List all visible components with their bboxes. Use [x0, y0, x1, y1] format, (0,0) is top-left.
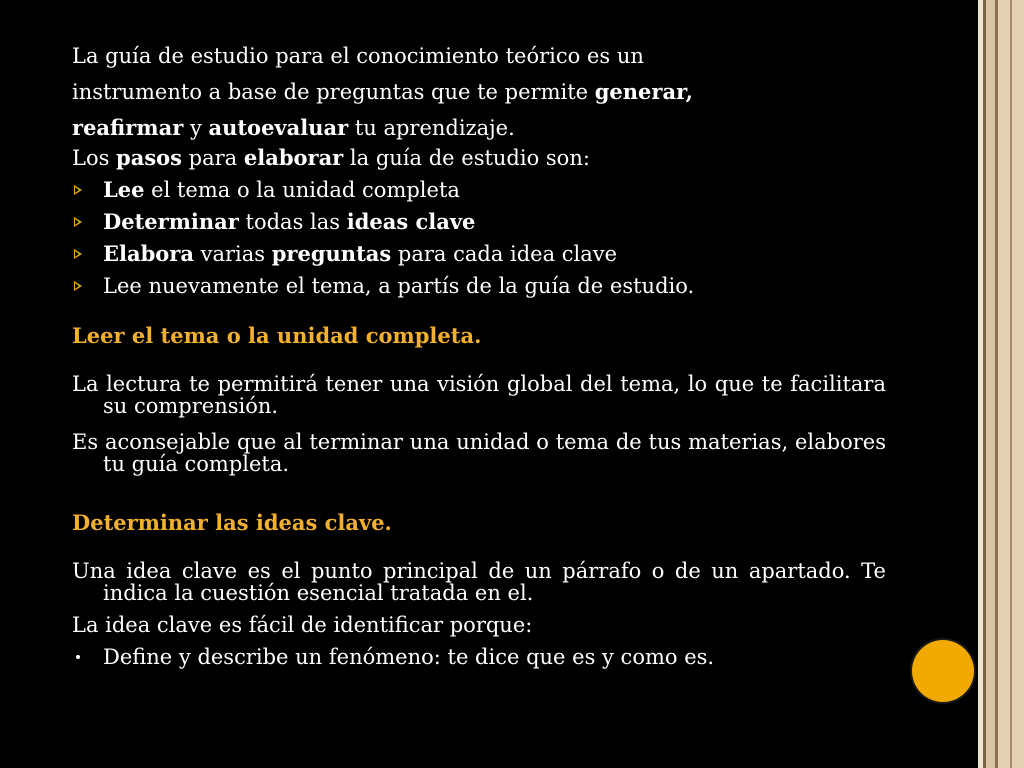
step-text: todas las — [238, 210, 347, 234]
ideas-list — [72, 641, 886, 673]
steps-intro-text: la guía de estudio son: — [343, 146, 590, 170]
decorative-stripe — [1010, 0, 1012, 768]
steps-list — [72, 174, 886, 302]
orange-circle-decoration — [912, 640, 974, 702]
step-bold: Determinar — [103, 209, 239, 234]
arrow-bullet-icon — [74, 249, 82, 259]
step-bold: preguntas — [271, 241, 392, 266]
intro-line — [72, 110, 886, 146]
steps-intro-bold: elaborar — [243, 145, 344, 170]
slide-content — [72, 38, 886, 673]
intro-bold-text: generar, — [594, 79, 693, 104]
intro-text: y — [183, 116, 209, 140]
section-paragraph: Una idea clave es el punto principal de un párrafo o de un apartado. Te indica la cuestión esencial tratada en el. — [72, 559, 886, 605]
intro-line — [72, 74, 886, 110]
list-item — [72, 174, 886, 206]
steps-intro-text: para — [182, 146, 244, 170]
dot-bullet-icon — [76, 655, 80, 659]
steps-intro — [72, 142, 886, 174]
section-heading: Determinar las ideas clave. — [72, 510, 392, 535]
intro-paragraph — [72, 38, 886, 146]
list-item — [72, 238, 886, 270]
steps-intro-bold: pasos — [116, 145, 182, 170]
bullet-text: Define y describe un fenómeno: te dice que es y como es. — [103, 645, 715, 669]
step-bold: Lee — [103, 177, 145, 202]
arrow-bullet-icon — [74, 281, 82, 291]
step-text: para cada idea clave — [391, 242, 618, 266]
step-bold: Elabora — [103, 241, 194, 266]
arrow-bullet-icon — [74, 217, 82, 227]
list-item — [72, 206, 886, 238]
steps-intro-text: Los — [72, 146, 117, 170]
decorative-stripe — [986, 0, 995, 768]
step-bold: ideas clave — [346, 209, 476, 234]
section-heading: Leer el tema o la unidad completa. — [72, 323, 482, 348]
intro-line: La guía de estudio para el conocimiento teórico es un — [72, 44, 644, 68]
arrow-bullet-icon — [74, 185, 82, 195]
intro-text: tu aprendizaje. — [348, 116, 515, 140]
intro-bold-text: reafirmar — [72, 115, 184, 140]
step-text: el tema o la unidad completa — [144, 178, 460, 202]
step-text: varias — [193, 242, 272, 266]
list-item — [72, 641, 886, 673]
intro-bold-text: autoevaluar — [208, 115, 349, 140]
intro-text: instrumento a base de preguntas que te permite — [72, 80, 595, 104]
list-item — [72, 270, 886, 302]
section-paragraph: La idea clave es fácil de identificar porque: — [72, 613, 533, 637]
step-text: Lee nuevamente el tema, a partís de la guía de estudio. — [103, 274, 695, 298]
section-paragraph: Es aconsejable que al terminar una unidad o tema de tus materias, elabores tu guía completa. — [72, 430, 886, 476]
section-paragraph: La lectura te permitirá tener una visión global del tema, lo que te facilitara su comprensión. — [72, 372, 886, 418]
